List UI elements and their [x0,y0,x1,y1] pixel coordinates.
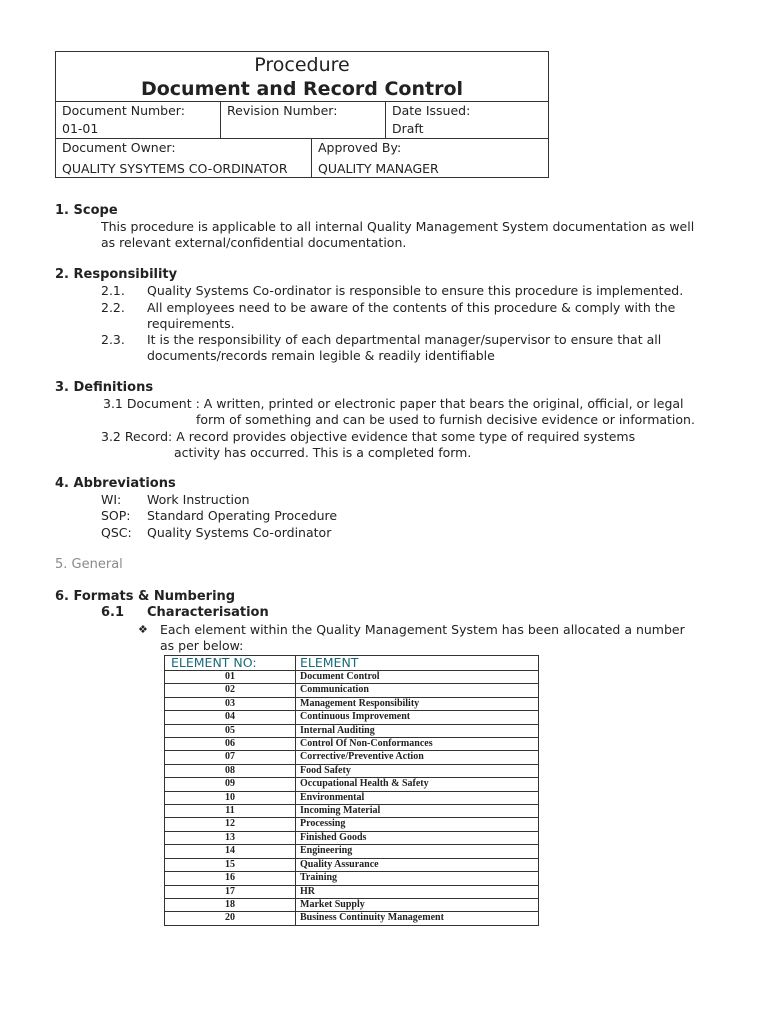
owner-value: QUALITY SYSYTEMS CO-ORDINATOR [62,161,288,176]
scope-text-line2: as relevant external/confidential documentation. [101,235,407,250]
table-row [165,724,539,737]
resp-item-text: All employees need to be aware of the contents of this procedure & comply with the [147,300,676,315]
table-row [165,791,539,804]
table-row [165,738,539,751]
table-row [165,751,539,764]
date-issued-value: Draft [392,121,424,136]
definition-record-line2: activity has occurred. This is a completed form. [174,445,472,460]
abbr-meaning: Quality Systems Co-ordinator [147,525,332,540]
definition-record-line1: 3.2 Record: A record provides objective evidence that some type of required systems [101,429,636,444]
header-title-procedure: Procedure [254,54,350,76]
scope-text-line1: This procedure is applicable to all internal Quality Management System documentation as well [101,219,695,234]
element-name-cell: Document Control [296,671,539,684]
column-header-element-no: ELEMENT NO: [165,656,296,671]
resp-item-num: 2.1. [101,283,125,298]
table-row [165,764,539,777]
formats-heading: 6. Formats & Numbering [55,589,236,604]
faded-next-page-text [125,1012,605,1022]
header-title-main: Document and Record Control [140,78,464,100]
characterisation-heading: Characterisation [147,605,269,620]
element-name-cell: Market Supply [296,898,539,911]
element-number-cell: 04 [165,711,296,724]
abbr-meaning: Standard Operating Procedure [147,508,338,523]
doc-number-cell [56,101,221,138]
responsibility-heading: 2. Responsibility [55,267,178,282]
table-row [165,697,539,710]
approved-label: Approved By: [318,140,402,155]
doc-number-label: Document Number: [62,103,185,118]
owner-cell [56,138,312,178]
element-name-cell: Corrective/Preventive Action [296,751,539,764]
resp-item-text: It is the responsibility of each departmental manager/supervisor to ensure that all [147,332,662,347]
resp-item-num: 2.2. [101,300,125,315]
element-name-cell: Processing [296,818,539,831]
element-table [164,655,539,926]
bullet-text-line1: Each element within the Quality Management System has been allocated a number [160,622,685,637]
element-number-cell: 20 [165,912,296,925]
resp-item-text: Quality Systems Co-ordinator is responsible to ensure this procedure is implemented. [147,283,684,298]
element-number-cell: 13 [165,831,296,844]
table-row [165,912,539,925]
abbreviations-heading: 4. Abbreviations [55,476,176,491]
element-number-cell: 08 [165,764,296,777]
element-name-cell: Management Responsibility [296,697,539,710]
element-number-cell: 05 [165,724,296,737]
element-name-cell: Engineering [296,845,539,858]
column-header-element: ELEMENT [296,656,539,671]
definitions-heading: 3. Definitions [55,380,154,395]
table-row [165,872,539,885]
element-number-cell: 11 [165,805,296,818]
definition-document-line2: form of something and can be used to furnish decisive evidence or information. [196,412,695,427]
element-number-cell: 02 [165,684,296,697]
resp-item-num: 2.3. [101,332,125,347]
element-number-cell: 14 [165,845,296,858]
abbr-key: SOP: [101,508,131,523]
element-table-header [165,656,539,671]
element-number-cell: 18 [165,898,296,911]
scope-heading: 1. Scope [55,203,118,218]
table-row [165,711,539,724]
resp-item-text: requirements. [147,316,235,331]
doc-number-value: 01-01 [62,121,99,136]
element-number-cell: 10 [165,791,296,804]
abbr-key: WI: [101,492,122,507]
table-row [165,684,539,697]
element-name-cell: Incoming Material [296,805,539,818]
owner-label: Document Owner: [62,140,176,155]
element-name-cell: Training [296,872,539,885]
revision-cell [221,101,386,138]
element-number-cell: 12 [165,818,296,831]
table-row [165,898,539,911]
element-number-cell: 09 [165,778,296,791]
element-number-cell: 03 [165,697,296,710]
element-name-cell: Finished Goods [296,831,539,844]
approved-cell [312,138,549,178]
table-row [165,818,539,831]
element-name-cell: Food Safety [296,764,539,777]
table-row [165,831,539,844]
element-name-cell: Continuous Improvement [296,711,539,724]
element-name-cell: Internal Auditing [296,724,539,737]
element-name-cell: Business Continuity Management [296,912,539,925]
characterisation-number: 6.1 [101,605,125,620]
approved-value: QUALITY MANAGER [318,161,439,176]
document-header [55,51,549,178]
diamond-bullet-icon: ❖ [138,623,148,636]
table-row [165,845,539,858]
element-number-cell: 17 [165,885,296,898]
element-number-cell: 01 [165,671,296,684]
general-heading: 5. General [55,557,123,572]
element-name-cell: HR [296,885,539,898]
element-number-cell: 16 [165,872,296,885]
element-number-cell: 07 [165,751,296,764]
table-row [165,885,539,898]
date-issued-cell [386,101,549,138]
table-row [165,778,539,791]
table-row [165,858,539,871]
bullet-text-line2: as per below: [160,638,244,653]
definition-document-line1: 3.1 Document : A written, printed or electronic paper that bears the original, official, or legal [103,396,684,411]
element-name-cell: Communication [296,684,539,697]
element-number-cell: 06 [165,738,296,751]
element-number-cell: 15 [165,858,296,871]
element-name-cell: Control Of Non-Conformances [296,738,539,751]
abbr-key: QSC: [101,525,132,540]
date-issued-label: Date Issued: [392,103,471,118]
table-row [165,805,539,818]
element-name-cell: Occupational Health & Safety [296,778,539,791]
element-name-cell: Environmental [296,791,539,804]
table-row [165,671,539,684]
element-name-cell: Quality Assurance [296,858,539,871]
revision-label: Revision Number: [227,103,338,118]
resp-item-text: documents/records remain legible & readily identifiable [147,348,495,363]
abbr-meaning: Work Instruction [147,492,250,507]
